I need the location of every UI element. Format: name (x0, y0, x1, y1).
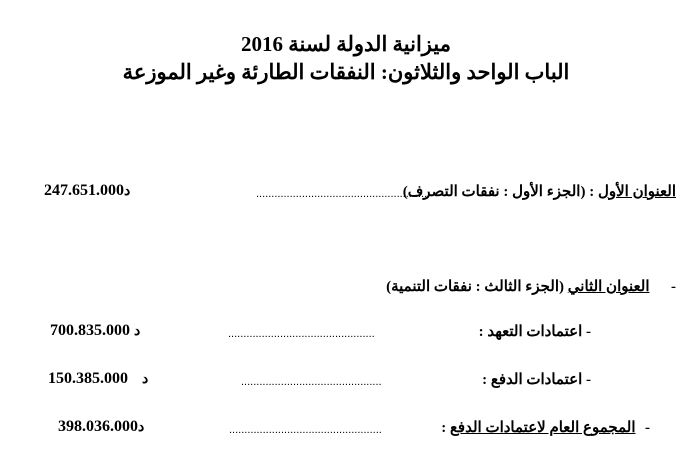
commitments-dots: ................................................ (228, 328, 375, 340)
total-bullet: - (645, 420, 650, 436)
total-label-rest: : (441, 420, 450, 436)
payments-amount: 150.385.000 (48, 370, 128, 387)
commitments-value (50, 322, 140, 340)
title2-label (386, 277, 676, 296)
title2-label-rest: (الجزء الثالث : نفقات التنمية) (386, 279, 568, 295)
total-value (58, 418, 144, 436)
page-title: ميزانية الدولة لسنة 2016 (241, 32, 451, 56)
title1-dots: ........................................................ (256, 188, 428, 200)
title1-currency: د (124, 184, 131, 199)
title2-label-main: العنوان الثاني (567, 279, 650, 295)
total-amount: 398.036.000 (58, 418, 138, 435)
commitments-amount: 700.835.000 (50, 322, 130, 339)
title1-amount: 247.651.000 (44, 182, 124, 199)
total-dots: .................................................. (229, 424, 382, 436)
total-currency: د (138, 420, 145, 435)
title1-value (44, 182, 130, 200)
title1-label (403, 182, 676, 201)
total-label (441, 418, 650, 437)
payments-currency: د (142, 372, 149, 387)
commitments-label: - اعتمادات التعهد : (478, 324, 591, 340)
payments-label: - اعتمادات الدفع : (482, 372, 591, 388)
payments-dots: .............................................. (241, 376, 382, 388)
title2-bullet: - (671, 279, 676, 295)
title1-label-main: العنوان الأول (597, 184, 676, 200)
commitments-currency: د (134, 324, 141, 339)
total-label-main: المجموع العام لاعتمادات الدفع (449, 420, 636, 436)
payments-value (48, 370, 148, 388)
title1-label-rest: : (الجزء الأول : نفقات التصرف) (402, 184, 598, 200)
page-subtitle: الباب الواحد والثلاثون: النفقات الطارئة وغير الموزعة (122, 60, 570, 84)
